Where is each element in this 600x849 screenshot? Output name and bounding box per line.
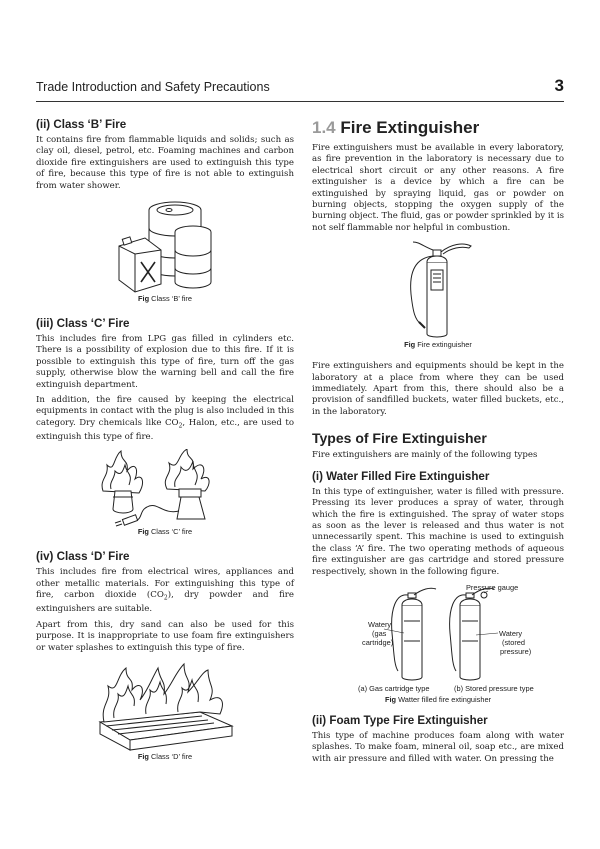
- class-d-heading-text: Class ‘D’ Fire: [56, 550, 130, 564]
- water-text: In this type of extinguisher, water is filled with pressure. Pressing its lever produces a spray of water, through which the fire is extinguished. The spray of water stops as soon as the lever is released and thus water is not unnecessarily spent. This machine is used to extinguish the class ‘A’ fire. The two operating methods of aqueous fire extinguisher are gas cartridge and stored pressure respectively, shown in the following figure.: [312, 486, 564, 577]
- water-fig-caption-text: Watter filled fire extinguisher: [398, 694, 492, 704]
- class-b-fig-label: Fig: [138, 294, 150, 304]
- class-d-fire-illustration: [90, 660, 240, 752]
- class-d-fig-label: Fig: [137, 751, 149, 761]
- right-label-3: pressure): [500, 646, 532, 656]
- class-b-heading-text: Class ‘B’ Fire: [53, 118, 127, 131]
- class-b-heading-prefix: (ii): [36, 118, 54, 131]
- class-d-fig-caption-text: Class ‘D’ fire: [150, 751, 193, 761]
- foam-heading-text: Foam Type Fire Extinguisher: [329, 713, 488, 727]
- class-d-text-1a: This includes fire from electrical wires, appliances and other metallic materials. For extinguishing this type of fire, carbon dioxide (CO: [36, 567, 294, 601]
- header-rule: [36, 101, 564, 102]
- sub-caption-a: (a) Gas cartridge type: [358, 683, 430, 693]
- left-column: [36, 118, 294, 761]
- extinguisher-fig-label: Fig: [404, 340, 416, 350]
- class-b-fire-illustration: [105, 198, 225, 294]
- extinguisher-fig-caption-text: Fire extinguisher: [417, 340, 472, 350]
- water-heading: [312, 470, 564, 483]
- class-c-fire-illustration: [95, 449, 235, 527]
- water-extinguisher-illustration: [338, 581, 538, 693]
- extinguisher-fig-caption: [312, 340, 564, 349]
- left-label-2: (gas: [372, 628, 387, 638]
- class-d-text-1-sub: 2: [163, 594, 168, 602]
- class-c-text-2a: In addition, the fire caused by keeping the electrical equipments in contact with the plug is also included in this category. Dry chemicals like CO: [36, 395, 294, 428]
- class-d-heading: [36, 550, 294, 563]
- foam-text: This type of machine produces foam along with water splashes. To make foam, mineral oil, soap etc., are mixed with air pressure and filled with water. On pressing the: [312, 730, 564, 764]
- class-b-fig-caption: [36, 294, 294, 303]
- class-c-text-1: This includes fire from LPG gas filled in cylinders etc. There is a possibility of explosion due to this fire. If it is possible to extinguish this type of fire, turn off the gas supply, otherwise blow the warning bell and call the fire extinguish department.: [36, 334, 294, 390]
- types-intro: Fire extinguishers are mainly of the following types: [312, 450, 538, 461]
- class-d-heading-prefix: (iv): [36, 550, 57, 564]
- class-d-text-1b: ), dry powder and fire extinguishers are suitable.: [36, 590, 295, 615]
- foam-heading: [312, 714, 564, 727]
- sub-caption-b: (b) Stored pressure type: [454, 683, 534, 693]
- water-heading-text: Water Filled Fire Extinguisher: [326, 469, 490, 483]
- class-c-heading-prefix: (iii): [36, 317, 57, 331]
- water-heading-prefix: (i): [312, 469, 327, 483]
- fire-extinguisher-illustration: [393, 240, 483, 340]
- running-title: Trade Introduction and Safety Precautions: [36, 80, 270, 94]
- class-d-text-1: [36, 567, 294, 615]
- pressure-gauge-label: Pressure gauge: [466, 582, 519, 592]
- fire-extinguisher-text: Fire extinguishers must be available in every laboratory, as fire prevention in the laboratory is necessary due to electrical short circuit or any other reasons. A fire extinguisher is a device by which a fire can be extinguished by spraying liquid, gas or powder on burning objects, stopping the oxygen supply of the burning object. The fluid, gas or powder sprinkled by it is not self flammable nor helpful in combustion.: [312, 143, 564, 233]
- class-c-text-2b: , Halon, etc., are used to extinguish this type of fire.: [36, 417, 294, 442]
- class-c-fig-caption: [36, 527, 294, 536]
- right-label-2: (stored: [502, 637, 526, 647]
- types-heading: Types of Fire Extinguisher: [312, 430, 487, 447]
- right-label-1: Watery: [499, 628, 523, 638]
- class-c-heading-text: Class ‘C’ Fire: [56, 317, 130, 331]
- class-d-text-2: Apart from this, dry sand can also be used for this purpose. It is inappropriate to use foam fire extinguishers or water splashes to extinguish this type of fire.: [36, 619, 294, 653]
- class-c-text-2: [36, 395, 294, 443]
- class-b-text: It contains fire from flammable liquids and solids; such as clay oil, diesel, petrol, etc. Foaming machines and carbon dioxide fire extinguishers are used to extinguish this type of fire, because this type of fire is not able to extinguish from water shower.: [36, 135, 294, 191]
- class-c-fig-label: Fig: [137, 527, 149, 537]
- class-b-fig-caption-text: Class ‘B’ fire: [151, 294, 192, 304]
- left-label-1: Watery: [368, 619, 392, 629]
- class-b-heading: [36, 118, 294, 131]
- page-number: 3: [554, 76, 564, 95]
- class-c-text-2-sub: 2: [178, 422, 183, 430]
- foam-heading-prefix: (ii): [312, 713, 330, 727]
- class-c-fig-caption-text: Class ‘C’ fire: [150, 527, 193, 537]
- page-header: [36, 78, 564, 100]
- water-fig-caption: [312, 695, 564, 704]
- left-label-3: cartridge): [362, 637, 394, 647]
- fire-extinguisher-text-2: Fire extinguishers and equipments should be kept in the laboratory at a place from where they can be used immediately. Apart from this, there should also be a provision of sandfilled buckets, water filled buckets, etc., in the laboratory.: [312, 361, 564, 417]
- class-c-heading: [36, 317, 294, 330]
- right-column: [312, 118, 564, 765]
- section-heading: [312, 118, 564, 138]
- section-title: Fire Extinguisher: [340, 118, 480, 137]
- water-fig-label: Fig: [384, 694, 397, 704]
- section-number: 1.4: [312, 118, 336, 137]
- class-d-fig-caption: [36, 752, 294, 761]
